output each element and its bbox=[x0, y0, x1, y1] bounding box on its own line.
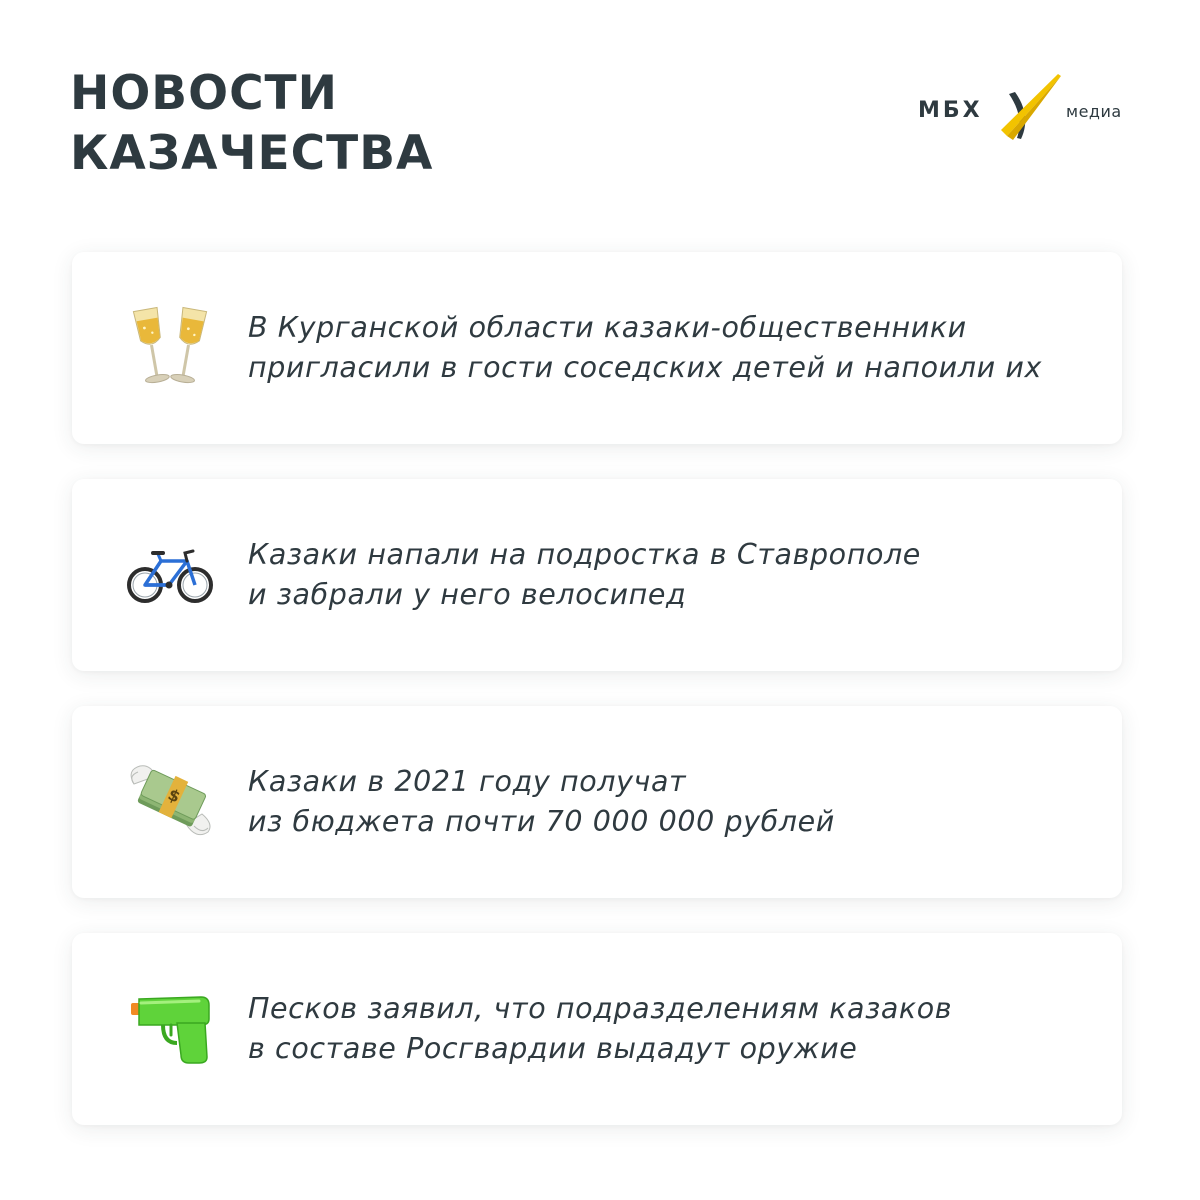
news-line: В Курганской области казаки-общественники bbox=[248, 311, 967, 344]
news-text-1 bbox=[248, 308, 1102, 388]
mbh-media-logo bbox=[915, 72, 1130, 147]
logo-x-icon bbox=[995, 72, 1067, 144]
news-line: пригласили в гости соседских детей и напоили их bbox=[248, 351, 1042, 384]
news-card-3[interactable] bbox=[72, 706, 1122, 898]
page-title bbox=[70, 64, 433, 184]
news-text-2 bbox=[248, 535, 1102, 615]
page-title-line-2: КАЗАЧЕСТВА bbox=[70, 126, 434, 181]
news-card-2[interactable] bbox=[72, 479, 1122, 671]
news-line: и забрали у него велосипед bbox=[248, 578, 687, 611]
news-text-3 bbox=[248, 762, 1102, 842]
svg-text:$: $ bbox=[165, 784, 184, 807]
bicycle-icon bbox=[122, 527, 218, 623]
news-line: Песков заявил, что подразделениям казаков bbox=[248, 992, 953, 1025]
news-text-4 bbox=[248, 989, 1102, 1069]
money-with-wings-icon bbox=[122, 754, 218, 850]
news-card-1[interactable] bbox=[72, 252, 1122, 444]
logo-subtitle: медиа bbox=[1066, 102, 1122, 121]
news-line: из бюджета почти 70 000 000 рублей bbox=[248, 805, 835, 838]
news-line: в составе Росгвардии выдадут оружие bbox=[248, 1032, 858, 1065]
water-pistol-icon bbox=[122, 981, 218, 1077]
champagne-glasses-icon bbox=[122, 300, 218, 396]
news-line: Казаки напали на подростка в Ставрополе bbox=[248, 538, 921, 571]
logo-text: МБХ bbox=[918, 98, 983, 123]
news-line: Казаки в 2021 году получат bbox=[248, 765, 687, 798]
page-title-line-1: НОВОСТИ bbox=[70, 66, 338, 121]
news-card-4[interactable] bbox=[72, 933, 1122, 1125]
